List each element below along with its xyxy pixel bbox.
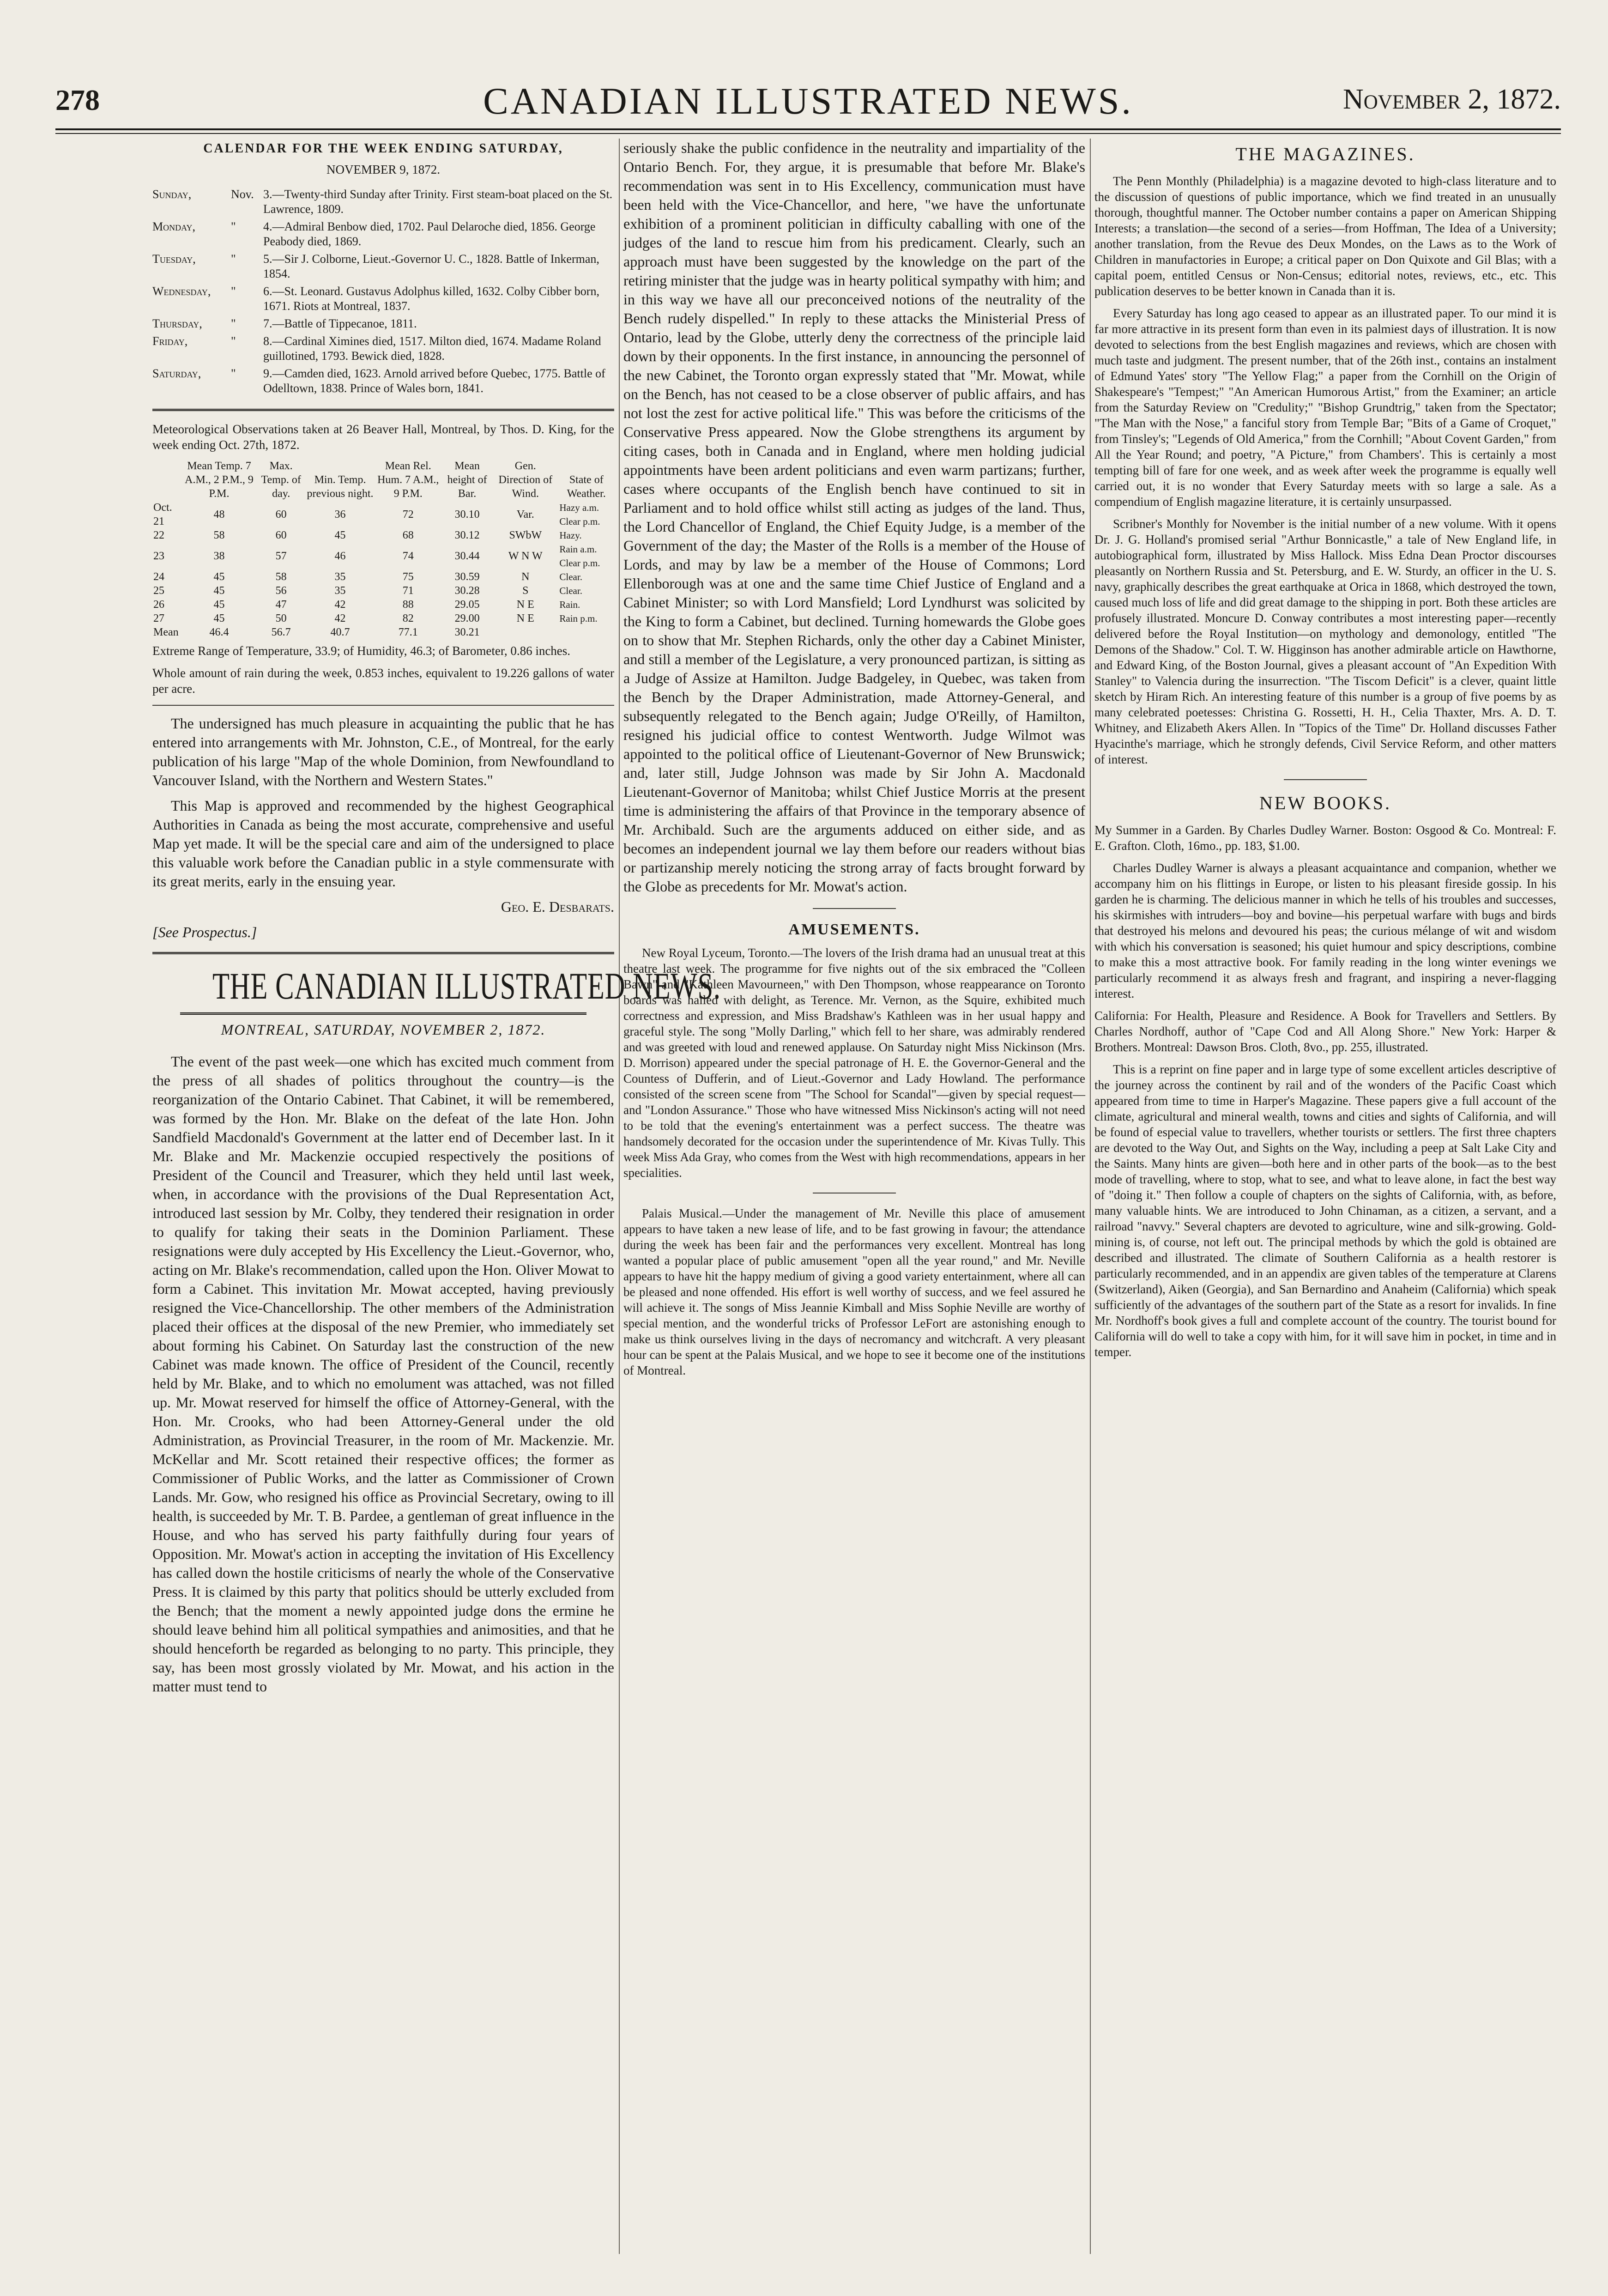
- met-col-header: [152, 459, 182, 501]
- calendar-day: Thursday,: [152, 317, 202, 330]
- meteorology-cell: 35: [334, 571, 346, 583]
- meteorology-cell: 30.12: [454, 529, 480, 541]
- meteorology-cell: 58: [275, 571, 287, 583]
- meteorology-cell: 74: [402, 550, 414, 562]
- prospectus-note: [See Prospectus.]: [152, 924, 257, 940]
- meteorology-cell: 26: [153, 599, 164, 611]
- meteorology-cell: Oct. 21: [153, 502, 172, 527]
- meteorology-row: [152, 570, 614, 584]
- meteorology-cell: 45: [213, 599, 225, 611]
- meteorology-note: Whole amount of rain during the week, 0.853 inches, equivalent to 19.226 gallons of water per acre.: [152, 666, 614, 696]
- amusements-paragraph: Palais Musical.—Under the management of Mr. Neville this place of amusement appears to have taken a new lease of life, and to be fast growing in favour; the attendance during the week has been fair and the performances very excellent. Montreal has long wanted a popular place of public amusement "open all the year round," and Mr. Neville appears to have hit the happy medium of giving a good variety entertainment, where all can be pleased and none offended. His effort is well worthy of success, and we feel assured he will achieve it. The songs of Miss Jeannie Kimball and Miss Sophie Neville are worthy of special mention, and the wonderful tricks of Professor LeFort are astonishing enough to make us think ourselves living in the days of necromancy and witchcraft. A very pleasant hour can be spent at the Palais Musical, and we hope to see it become one of the institutions of Montreal.: [623, 1206, 1085, 1377]
- meteorology-cell: 42: [334, 612, 346, 624]
- magazines-paragraph: Every Saturday has long ago ceased to appear as an illustrated paper. To our mind it is far more attractive in its present form than even in its palmiest days of illustration. It is now devoted to selections from the best English magazines and reviews, which are chosen with much taste and judgment. The present number, that of the 26th inst., contains an instalment of Edmund Yates' story "The Yellow Flag;" a paper from the Cornhill on the Origin of Shakespeare's "Tempest;" "An American Humorous Artist," from the Examiner; an article from the Saturday Review on "Credulity;" "Bishop Grundtrig," taken from the Spectator; "The Man with the Nose," a fanciful story from Temple Bar; "Bits of a Game of Croquet," from Tinsley's; "Legends of Old America," from the Cornhill; "About Covent Garden," from All the Year Round; and poetry, "A Picture," from Chambers'. This is certainly a most tempting bill of fare for one week, and as week after week the programme is equally well carried out, it is no wonder that Every Saturday meets with so large a sale. As a compendium of English magazine literature, it is certainly unsurpassed.: [1094, 306, 1556, 509]
- book-review: This is a reprint on fine paper and in large type of some excellent articles descriptive of the journey across the continent by rail and of the wonders of the Pacific Coast which appeared from time to time in Harper's Magazine. These papers give a full account of the climate, agricultural and mineral wealth, towns and cities and sights of California, and will be found of especial value to travellers, whether tourists or settlers. The first three chapters are devoted to the Way Out, and Sights on the Way, including a peep at Salt Lake City and the Saints. Many hints are given—both here and in other parts of the book—as to the best mode of travelling, where to stop, what to see, and what to leave alone, in fact the best way of "doing it." Then follow a couple of chapters on the sights of California, with, as before, many valuable hints. We are introduced to John Chinaman, as a citizen, a servant, and a railroad "navvy." Several chapters are devoted to agriculture, wine and silk-growing. Gold-mining is, of course, not left out. The principal methods by which the gold is obtained are described and illustrated. The climate of Southern California as a health restorer is particularly recommended, and in an appendix are given tables of the temperature at Clarens (Switzerland), Aiken (Georgia), and San Bernardino and Anaheim (California) which speak sufficiently of the advantages of the southern part of the State as a resort for invalids. In fine Mr. Nordhoff's book gives a full and complete account of the country. The tourist bound for California will do well to take a copy with him, for it will save him in pocket, in time and in temper.: [1094, 1062, 1556, 1359]
- meteorology-cell: 25: [153, 585, 164, 597]
- meteorology-row: [152, 584, 614, 598]
- meteorology-cell: Clear.: [559, 585, 582, 596]
- meteorology-cell: 35: [334, 585, 346, 597]
- announcement-signature: Geo. E. Desbarats.: [501, 898, 614, 915]
- meteorology-cell: 38: [213, 550, 225, 562]
- section-divider: [813, 908, 896, 909]
- meteorology-note: Extreme Range of Temperature, 33.9; of Humidity, 46.3; of Barometer, 0.86 inches.: [152, 644, 571, 658]
- meteorology-header-row: [152, 459, 614, 501]
- met-col-header: State of Weather.: [567, 474, 606, 500]
- amusements-heading: AMUSEMENTS.: [788, 921, 920, 938]
- book-entry: California: For Health, Pleasure and Residence. A Book for Travellers and Settlers. By Charles Nordhoff, author of "Cape Cod and All Along Shore." New York: Harper & Brothers. Montreal: Dawson Bros. Cloth, 8vo., pp. 255, illustrated.: [1094, 1009, 1556, 1054]
- meteorology-cell: SWbW: [509, 529, 542, 541]
- meteorology-cell: 30.10: [454, 509, 480, 521]
- header-date: November 2, 1872.: [1342, 84, 1561, 115]
- new-books-heading: NEW BOOKS.: [1259, 793, 1391, 813]
- meteorology-cell: 57: [275, 550, 287, 562]
- editorial-dateline: MONTREAL, SATURDAY, NOVEMBER 2, 1872.: [221, 1021, 546, 1038]
- meteorology-cell: 72: [402, 509, 414, 521]
- amusements-paragraph: New Royal Lyceum, Toronto.—The lovers of the Irish drama had an unusual treat at this theatre last week. The programme for five nights out of the six embraced the "Colleen Bawn" and "Kathleen Mavourneen," with Den Thompson, whose reappearance on Toronto boards was hailed with delight, as Terence. Mr. Vernon, as the Squire, exhibited much correctness and expression, and Miss Bradshaw's Kathleen was in her usual happy and graceful style. The song "Molly Darling," which fell to her share, was admirably rendered and was greeted with loud and renewed applause. On Saturday night Miss Nickinson (Mrs. D. Morrison) appeared under the special patronage of H. E. the Governor-General and the Countess of Dufferin, and of Lieut.-Governor and Lady Howland. The performance consisted of the screen scene from "The School for Scandal"—given by special request—and "London Assurance." Those who have witnessed Miss Nickinson's acting will not need to be told that the evening's entertainment was a perfect success. The theatre was handsomely decorated for the occasion under the superintendence of Mr. Kivas Tully. This week Miss Ada Gray, who comes from the West with high recommendations, appears in her specialities.: [623, 946, 1085, 1180]
- section-divider: [152, 409, 614, 411]
- calendar-event: 6.—St. Leonard. Gustavus Adolphus killed, 1632. Colby Cibber born, 1671. Riots at Montreal, 1837.: [263, 285, 599, 313]
- column-3: [1094, 139, 1556, 2263]
- meteorology-cell: 45: [334, 529, 346, 541]
- meteorology-cell: Rain p.m.: [559, 613, 598, 624]
- meteorology-cell: 47: [275, 599, 287, 611]
- calendar-day: Saturday,: [152, 367, 201, 380]
- meteorology-cell: Clear.: [559, 571, 582, 582]
- meteorology-row: [152, 542, 614, 570]
- meteorology-row: [152, 528, 614, 542]
- calendar-subheading: NOVEMBER 9, 1872.: [326, 163, 440, 176]
- book-entry: My Summer in a Garden. By Charles Dudley Warner. Boston: Osgood & Co. Montreal: F. E. Grafton. Cloth, 16mo., pp. 183, $1.00.: [1094, 823, 1556, 853]
- meteorology-cell: 77.1: [398, 626, 418, 638]
- page-header: [55, 74, 1561, 125]
- meteorology-cell: 30.59: [454, 571, 480, 583]
- column-2: [623, 139, 1085, 2263]
- meteorology-cell: Var.: [516, 509, 534, 521]
- meteorology-cell: 27: [153, 612, 164, 624]
- meteorology-cell: N E: [516, 599, 534, 611]
- meteorology-cell: [558, 625, 614, 639]
- meteorology-cell: 42: [334, 599, 346, 611]
- met-col-header: Mean height of Bar.: [447, 460, 487, 500]
- calendar-month: ": [231, 252, 236, 266]
- met-col-header: Max. Temp. of day.: [261, 460, 301, 500]
- header-rule: [55, 128, 1561, 130]
- meteorology-cell: Rain a.m. Clear p.m.: [559, 544, 600, 569]
- meteorology-cell: 68: [402, 529, 414, 541]
- meteorology-cell: 82: [402, 612, 414, 624]
- meteorology-cell: 24: [153, 571, 164, 583]
- meteorology-cell: W N W: [508, 550, 543, 562]
- magazines-heading: THE MAGAZINES.: [1235, 144, 1415, 164]
- calendar-event: 9.—Camden died, 1623. Arnold arrived before Quebec, 1775. Battle of Odelltown, 1838. Prince of Wales born, 1841.: [263, 367, 605, 395]
- meteorology-cell: 36: [334, 509, 346, 521]
- editorial-title: THE CANADIAN ILLUSTRATED NEWS.: [212, 965, 721, 1007]
- calendar-row: [152, 252, 614, 284]
- masthead: CANADIAN ILLUSTRATED NEWS.: [483, 80, 1133, 122]
- calendar-table: [152, 187, 614, 399]
- meteorology-cell: Rain.: [559, 599, 580, 610]
- meteorology-cell: 46: [334, 550, 346, 562]
- meteorology-cell: 22: [153, 529, 164, 541]
- magazines-paragraph: Scribner's Monthly for November is the initial number of a new volume. With it opens Dr. J. G. Holland's promised serial "Arthur Bonnicastle," a tale of New England life, in autobiographical form, illustrated by Miss Hallock. Miss Edna Dean Proctor discourses pleasantly on Northern Russia and St. Petersburg, and E. W. Sturdy, an officer in the U. S. navy, graphically describes the great earthquake at Orica in 1868, which destroyed the town, caused much loss of life and did great damage to the shipping in port. Both these articles are profusely illustrated. Moncure D. Conway contributes a most interesting paper—recently delivered before the Royal Institution—on mythology and demonology, entitled "The Demons of the Shadow." Col. T. W. Higginson has another admirable article on Hawthorne, and Edward King, of the Boston Journal, gives a pleasant account of "An Expedition With Stanley" to Valencia during the insurrection. "The Tiscom Deficit" is a clever, quaint little sketch by Hiram Rich. An interesting feature of this number is a group of five poems by as many celebrated poetesses: Christina G. Rossetti, H. H., Celia Thaxter, Mrs. A. D. T. Whitney, and Elizabeth Akers Allen. In "Topics of the Time" Dr. Holland discusses Father Hyacinthe's marriage, which he strongly defends, Civil Service Reform, and other matters of interest.: [1094, 517, 1556, 766]
- meteorology-row: [152, 625, 614, 639]
- meteorology-cell: 60: [275, 509, 287, 521]
- meteorology-cell: 58: [213, 529, 225, 541]
- calendar-row: [152, 284, 614, 316]
- calendar-day: Tuesday,: [152, 252, 196, 266]
- meteorology-body: [152, 501, 614, 639]
- meteorology-cell: 29.00: [454, 612, 480, 624]
- meteorology-cell: 56.7: [271, 626, 291, 638]
- meteorology-cell: 45: [213, 612, 225, 624]
- column-divider: [1090, 139, 1091, 2254]
- meteorology-cell: 75: [402, 571, 414, 583]
- column-1: [152, 139, 721, 2263]
- calendar-month: ": [231, 367, 236, 380]
- announcement-paragraph: The undersigned has much pleasure in acquainting the public that he has entered into arrangements with Mr. Johnston, C.E., of Montreal, for the early publication of his large "Map of the whole Dominion, from Newfoundland to Vancouver Island, with the Northern and Western States.": [152, 715, 614, 788]
- calendar-event: 5.—Sir J. Colborne, Lieut.-Governor U. C., 1828. Battle of Inkerman, 1854.: [263, 252, 599, 280]
- meteorology-cell: N E: [516, 612, 534, 624]
- meteorology-cell: 45: [213, 571, 225, 583]
- section-divider: [152, 952, 614, 954]
- meteorology-cell: 30.21: [454, 626, 480, 638]
- meteorology-cell: [492, 625, 558, 639]
- calendar-month: ": [231, 334, 236, 348]
- meteorology-cell: 71: [402, 585, 414, 597]
- meteorology-cell: 29.05: [454, 599, 480, 611]
- page-number: 278: [55, 84, 100, 116]
- meteorology-cell: 45: [213, 585, 225, 597]
- meteorology-cell: 30.28: [454, 585, 480, 597]
- meteorology-cell: 23: [153, 550, 164, 562]
- editorial-paragraph: The event of the past week—one which has excited much comment from the press of all shades of politics throughout the country—is the reorganization of the Ontario Cabinet. That Cabinet, it will be remembered, was formed by the Hon. Mr. Blake on the defeat of the late Hon. John Sandfield Macdonald's Government at the latter end of December last. In it Mr. Blake and Mr. Mackenzie occupied respectively the positions of President of the Council and Treasurer, which they held until last week, when, in accordance with the provisions of the Dual Representation Act, introduced last session by Mr. Colby, they tendered their resignation in order to qualify for taking their seats in the Dominion Parliament. These resignations were duly accepted by His Excellency the Lieut.-Governor, who, acting on Mr. Blake's recommendation, called upon the Hon. Oliver Mowat to form a Cabinet. This invitation Mr. Mowat accepted, having previously resigned the Vice-Chancellorship. The other members of the Administration placed their offices at the disposal of the new Premier, who immediately set about forming his Cabinet. On Saturday last the construction of the new Cabinet was made known. The office of President of the Council, recently held by Mr. Blake, and to which no emolument was attached, was not filled up. Mr. Mowat reserved for himself the office of Attorney-General, with the Hon. Mr. Crooks, who had been Attorney-General under the old Administration, as Provincial Treasurer, in the room of Mr. Mackenzie. Mr. McKellar and Mr. Scott retained their respective offices; the former as Commissioner of Public Works, and the latter as Commissioner of Crown Lands. Mr. Gow, who resigned his office as Provincial Secretary, owing to ill health, is succeeded by Mr. T. B. Pardee, a gentleman of great influence in the House, and who has served his party faithfully during four years of Opposition. Mr. Mowat's action in accepting the invitation of His Excellency has called down the hostile criticisms of nearly the whole of the Conservative Press. It is claimed by this party that politics should be utterly excluded from the Bench; that the moment a newly appointed judge dons the ermine he should leave behind him all political sympathies and animosities, and that he should henceforth be regarded as belonging to no party. This principle, they say, has been most grossly violated by Mr. Mowat, and his action in the matter must tend to: [152, 1053, 614, 1695]
- column-divider: [619, 139, 620, 2254]
- calendar-day: Sunday,: [152, 188, 192, 201]
- calendar-heading: CALENDAR FOR THE WEEK ENDING SATURDAY,: [203, 141, 563, 156]
- title-rule: [180, 1012, 586, 1015]
- met-col-header: Min. Temp. previous night.: [307, 474, 374, 500]
- header-rule-thin: [55, 133, 1561, 134]
- meteorology-row: [152, 501, 614, 528]
- calendar-day: Monday,: [152, 220, 195, 233]
- meteorology-cell: 56: [275, 585, 287, 597]
- meteorology-intro: Meteorological Observations taken at 26 Beaver Hall, Montreal, by Thos. D. King, for the week ending Oct. 27th, 1872.: [152, 422, 614, 452]
- met-col-header: Mean Temp. 7 A.M., 2 P.M., 9 P.M.: [185, 460, 254, 500]
- editorial-paragraph: seriously shake the public confidence in the neutrality and impartiality of the Ontario Bench. For, they argue, it is presumable that before Mr. Blake's recommendation was sent in to His Excellency, communication must have been held with the Vice-Chancellor, and here, "we have the unfortunate exhibition of a prominent politician in difficulty caballing with one of the judges of the land to rescue him from his predicament. Clearly, such an approach must have been suggested by the knowledge on the part of the retiring minister that the judge was in hearty political sympathy with him; and in this way we have all our preconceived notions of the neutrality of the Bench rudely dispelled." In reply to these attacks the Ministerial Press of Ontario, lead by the Globe, utterly deny the correctness of the principle laid down by their opponents. In the first instance, in announcing the personnel of the new Cabinet, the Toronto organ expressly stated that "Mr. Mowat, while on the Bench, has not ceased to be a close observer of public affairs, and has not lost the zest for active political life." This was before the criticisms of the Conservative Press appeared. Now the Globe strengthens its argument by citing cases, both in Canada and in England, where men holding judicial appointments have been ardent politicians and even warm partizans; further, cases where occupants of the English bench have continued to sit in Parliament and to hold office whilst still acting as judges of the land. Thus, the Lord Chancellor of England, the Chief Equity Judge, is a member of the Government of the day; the Master of the Rolls is a member of the House of Lords, and may by law be a member of the House of Commons; Lord Ellenborough was at one and the same time Chief Justice of England and a Cabinet Minister; so with Lord Mansfield; Lord Lyndhurst was solicited by the King to form a Cabinet, but declined. Turning homewards the Globe goes on to show that Mr. Stephen Richards, only the other day a Cabinet Minister, and still a member of the Legislature, a very pronounced partizan, is sitting as a Judge of Assize at Hamilton. Judge Badgeley, in Quebec, was taken from the Bench by the Draper Administration, made Attorney-General, and subsequently relegated to the Bench again; Judge O'Reilly, of Hamilton, resigned his judicial office to contest Wentworth. Judge Wilmot was appointed to the political office of Lieutenant-Governor of New Brunswick; and, later still, Judge Johnson was made by Sir John A. Macdonald Lieutenant-Governor of Manitoba; whilst Chief Justice Morris at the present time is administering the affairs of that Province in the temporary absence of Mr. Archibald. Such are the arguments adduced on either side, and as becomes an independent journal we lay them before our readers without bias or partizanship merely noticing the strong array of facts brought forward by the Globe as precedents for Mr. Mowat's action.: [623, 139, 1085, 895]
- meteorology-cell: 30.44: [454, 550, 480, 562]
- section-divider: [1284, 779, 1367, 780]
- met-col-header: Gen. Direction of Wind.: [498, 460, 553, 500]
- magazines-paragraph: The Penn Monthly (Philadelphia) is a magazine devoted to high-class literature and to the discussion of questions of public importance, which we find treated in an unusually thorough, thoughtful manner. The October number contains a paper on American Shipping Interests; a translation—the second of a series—from Hoffman, The Idea of a University; another translation, from the Revue des Deux Mondes, on the Laws as to the Work of Children in manufactories in Europe; a critical paper on Don Quixote and Gil Blas; with a capital poem, entitled Census or Non-Census; editorial notes, reviews, etc., etc. This publication deserves to be better known in Canada than it is.: [1094, 174, 1556, 298]
- meteorology-cell: Hazy.: [559, 530, 582, 541]
- calendar-event: 3.—Twenty-third Sunday after Trinity. First steam-boat placed on the St. Lawrence, 1809.: [263, 188, 613, 216]
- meteorology-table: [152, 459, 614, 639]
- meteorology-cell: 60: [275, 529, 287, 541]
- meteorology-row: [152, 612, 614, 625]
- calendar-row: [152, 187, 614, 219]
- met-col-header: Mean Rel. Hum. 7 A.M., 9 P.M.: [377, 460, 439, 500]
- calendar-row: [152, 316, 614, 334]
- meteorology-cell: 50: [275, 612, 287, 624]
- section-divider: [152, 705, 614, 706]
- calendar-month: ": [231, 220, 236, 233]
- announcement-paragraph: This Map is approved and recommended by the highest Geographical Authorities in Canada as being the most accurate, comprehensive and useful Map yet made. It will be the special care and aim of the undersigned to place this valuable work before the Canadian public in a style commensurate with its great merits, early in the ensuing year.: [152, 797, 614, 890]
- meteorology-cell: Hazy a.m. Clear p.m.: [559, 502, 600, 527]
- calendar-month: ": [231, 285, 236, 298]
- calendar-row: [152, 219, 614, 252]
- calendar-month: ": [231, 317, 236, 330]
- meteorology-row: [152, 598, 614, 612]
- meteorology-cell: 88: [402, 599, 414, 611]
- calendar-month: Nov.: [231, 188, 254, 201]
- calendar-row: [152, 334, 614, 366]
- meteorology-cell: N: [521, 571, 530, 583]
- calendar-row: [152, 366, 614, 399]
- meteorology-cell: 40.7: [330, 626, 350, 638]
- book-review: Charles Dudley Warner is always a pleasant acquaintance and companion, whether we accompany him on his flittings in Europe, or listen to his pleasant fireside gossip. In his garden he is charming. The delicious manner in which he tells of his troubles and successes, his skirmishes with intruders—boy and bovine—his perpetual warfare with bugs and birds that destroyed his melons and devoured his peas; the curious mélange of wit and wisdom with which his conversation is seasoned; his quiet humour and spicy descriptions, combine to make this a most attractive book. For family reading in the long winter evenings we particularly recommend it as always fresh and fragrant, and inspiring a never-flagging interest.: [1094, 861, 1556, 1000]
- meteorology-cell: 46.4: [209, 626, 229, 638]
- meteorology-cell: 48: [213, 509, 225, 521]
- calendar-event: 7.—Battle of Tippecanoe, 1811.: [263, 317, 417, 330]
- meteorology-cell: Mean: [153, 626, 179, 638]
- calendar-day: Wednesday,: [152, 285, 211, 298]
- calendar-event: 4.—Admiral Benbow died, 1702. Paul Delaroche died, 1856. George Peabody died, 1869.: [263, 220, 596, 248]
- meteorology-cell: S: [522, 585, 529, 597]
- calendar-day: Friday,: [152, 334, 188, 348]
- calendar-event: 8.—Cardinal Ximines died, 1517. Milton died, 1674. Madame Roland guillotined, 1793. Bewick died, 1828.: [263, 334, 601, 363]
